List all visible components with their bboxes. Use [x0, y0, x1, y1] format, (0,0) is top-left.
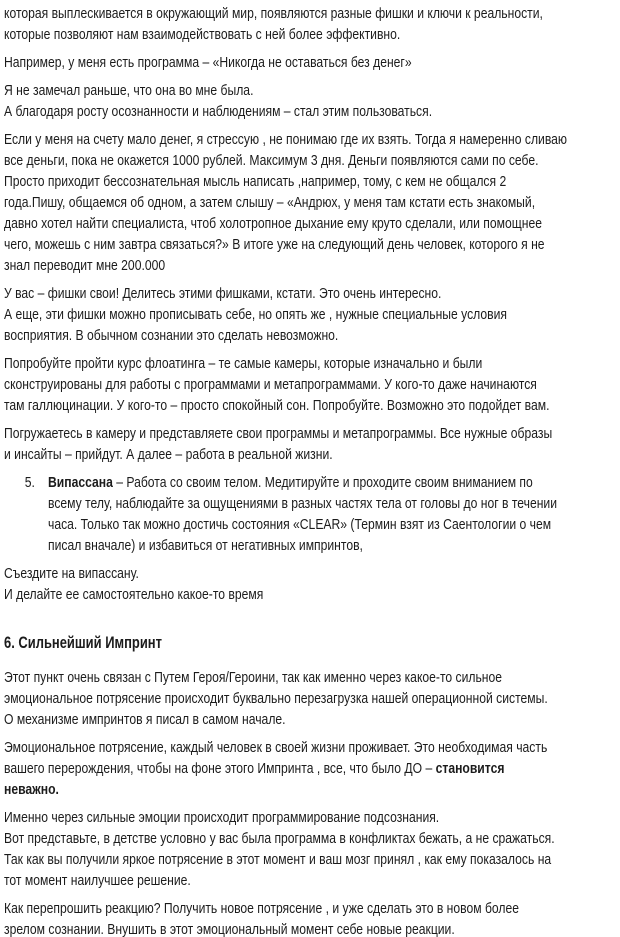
text-span: Эмоциональное потрясение, каждый человек в своей жизни проживает. Это необходимая часть	[4, 739, 548, 756]
text-span: вашего перерождения, чтобы на фоне этого Импринта , все, что было ДО –	[4, 760, 436, 777]
text-line	[4, 709, 620, 730]
text-span: которая выплескивается в окружающий мир, появляются разные фишки и ключи к реальности,	[4, 5, 543, 22]
text-line	[4, 563, 620, 584]
text-line	[4, 898, 620, 919]
text-line	[4, 353, 620, 374]
text-line	[4, 24, 620, 45]
text-span: Попробуйте пройти курс флоатинга – те самые камеры, которые изначально и были	[4, 355, 483, 372]
text-span: часа. Только так можно достичь состояния «CLEAR» (Термин взят из Саентологии о чем	[48, 516, 552, 533]
bold-text-span: становится	[435, 760, 505, 777]
text-span: года.Пишу, общаемся об одном, а затем слышу – «Андрюх, у меня там кстати есть знакомый,	[4, 194, 536, 211]
paragraph	[4, 563, 620, 605]
text-span: там галлюцинации. У кого-то – просто спокойный сон. Попробуйте. Возможно это подойдет вам.	[4, 397, 550, 414]
text-line	[4, 255, 620, 276]
text-line	[4, 688, 620, 709]
paragraph	[4, 353, 620, 416]
paragraph	[4, 283, 620, 346]
text-line	[4, 395, 620, 416]
text-line	[4, 807, 620, 828]
text-span: и инсайты – прийдут. А далее – работа в реальной жизни.	[4, 446, 333, 463]
text-span: Я не замечал раньше, что она во мне была.	[4, 82, 254, 99]
text-line	[4, 919, 620, 937]
text-line	[4, 192, 620, 213]
text-line	[4, 849, 620, 870]
text-span: всему телу, наблюдайте за ощущениями в разных частях тела от головы до ног в течении	[48, 495, 558, 512]
text-line	[4, 758, 620, 779]
bold-text-span: неважно.	[4, 781, 59, 798]
text-span: Погружаетесь в камеру и представляете свои программы и метапрограммы. Все нужные образы	[4, 425, 553, 442]
text-line	[4, 870, 620, 891]
text-span: чего, можешь с ним завтра связаться?» В итоге уже на следующий день человек, которого я не	[4, 236, 545, 253]
paragraph	[4, 3, 620, 45]
text-span: знал переводит мне 200.000	[4, 257, 166, 274]
list-item	[4, 472, 620, 556]
text-line	[4, 52, 620, 73]
text-span: Этот пункт очень связан с Путем Героя/Героини, так как именно через какое-то сильное	[4, 669, 503, 686]
text-span: Вот представьте, в детстве условно у вас была программа в конфликтах бежать, а не сражаться.	[4, 830, 555, 847]
text-line	[48, 493, 620, 514]
text-span: А еще, эти фишки можно прописывать себе, но опять же , нужные специальные условия	[4, 306, 507, 323]
text-span: Так как вы получили яркое потрясение в этот момент и ваш мозг принял , как ему показалось на	[4, 851, 552, 868]
text-span: Съездите на випассану.	[4, 565, 139, 582]
text-span: эмоциональное потрясение происходит буквально перезагрузка нашей операционной системы.	[4, 690, 548, 707]
text-span: Просто приходит бессознательная мысль написать ,например, тому, с кем не общался 2	[4, 173, 507, 190]
text-span: все деньги, пока не окажется 1000 рублей. Максимум 3 дня. Деньги появляются сами по себе.	[4, 152, 539, 169]
paragraph	[4, 129, 620, 276]
text-line	[4, 213, 620, 234]
list-item-number: 5.	[24, 474, 35, 491]
text-line	[4, 3, 620, 24]
text-line	[4, 737, 620, 758]
text-line	[48, 514, 620, 535]
text-line	[4, 234, 620, 255]
paragraph	[4, 807, 620, 891]
text-line	[4, 444, 620, 465]
text-span: А благодаря росту осознанности и наблюдениям – стал этим пользоваться.	[4, 103, 433, 120]
text-line	[4, 304, 620, 325]
text-line	[4, 171, 620, 192]
text-line	[4, 423, 620, 444]
text-line	[4, 129, 620, 150]
bold-text-span: 6. Сильнейший Импринт	[4, 634, 162, 652]
paragraph	[4, 898, 620, 937]
text-line	[4, 101, 620, 122]
text-span: Именно через сильные эмоции происходит программирование подсознания.	[4, 809, 440, 826]
text-line	[4, 828, 620, 849]
text-line	[4, 80, 620, 101]
text-span: Как перепрошить реакцию? Получить новое потрясение , и уже сделать это в новом более	[4, 900, 520, 917]
text-line	[4, 667, 620, 688]
paragraph	[4, 423, 620, 465]
section-heading	[4, 633, 620, 654]
text-span: О механизме импринтов я писал в самом начале.	[4, 711, 286, 728]
text-span: зрелом сознании. Внушить в этот эмоциональный момент себе новые реакции.	[4, 921, 455, 937]
text-span: писал вначале) и избавиться от негативных импринтов,	[48, 537, 363, 554]
text-span: И делайте ее самостоятельно какое-то время	[4, 586, 264, 603]
paragraph	[4, 737, 620, 800]
bold-text-span: Випассана	[48, 474, 113, 491]
text-line	[4, 584, 620, 605]
text-span: тот момент наилучшее решение.	[4, 872, 191, 889]
text-line	[48, 472, 620, 493]
text-line	[4, 779, 620, 800]
paragraph	[4, 52, 620, 73]
paragraph	[4, 80, 620, 122]
text-line	[48, 535, 620, 556]
text-span: Если у меня на счету мало денег, я стрессую , не понимаю где их взять. Тогда я намеренно сливаю	[4, 131, 568, 148]
text-column	[4, 3, 620, 937]
text-line	[4, 283, 620, 304]
text-line	[4, 325, 620, 346]
text-line	[4, 150, 620, 171]
text-line	[4, 374, 620, 395]
text-span: восприятия. В обычном сознании это сделать невозможно.	[4, 327, 339, 344]
text-span: У вас – фишки свои! Делитесь этими фишками, кстати. Это очень интересно.	[4, 285, 442, 302]
text-span: давно хотел найти специалиста, чтоб холотропное дыхание ему круто сделали, или помощнее	[4, 215, 542, 232]
text-span: сконструированы для работы с программами и метапрограммами. У кого-то даже начинаются	[4, 376, 537, 393]
text-span: – Работа со своим телом. Медитируйте и проходите своим вниманием по	[112, 474, 533, 491]
text-span: Например, у меня есть программа – «Никогда не оставаться без денег»	[4, 54, 412, 71]
text-span: которые позволяют нам взаимодействовать с ней более эффективно.	[4, 26, 401, 43]
paragraph	[4, 667, 620, 730]
text-line	[4, 633, 620, 654]
